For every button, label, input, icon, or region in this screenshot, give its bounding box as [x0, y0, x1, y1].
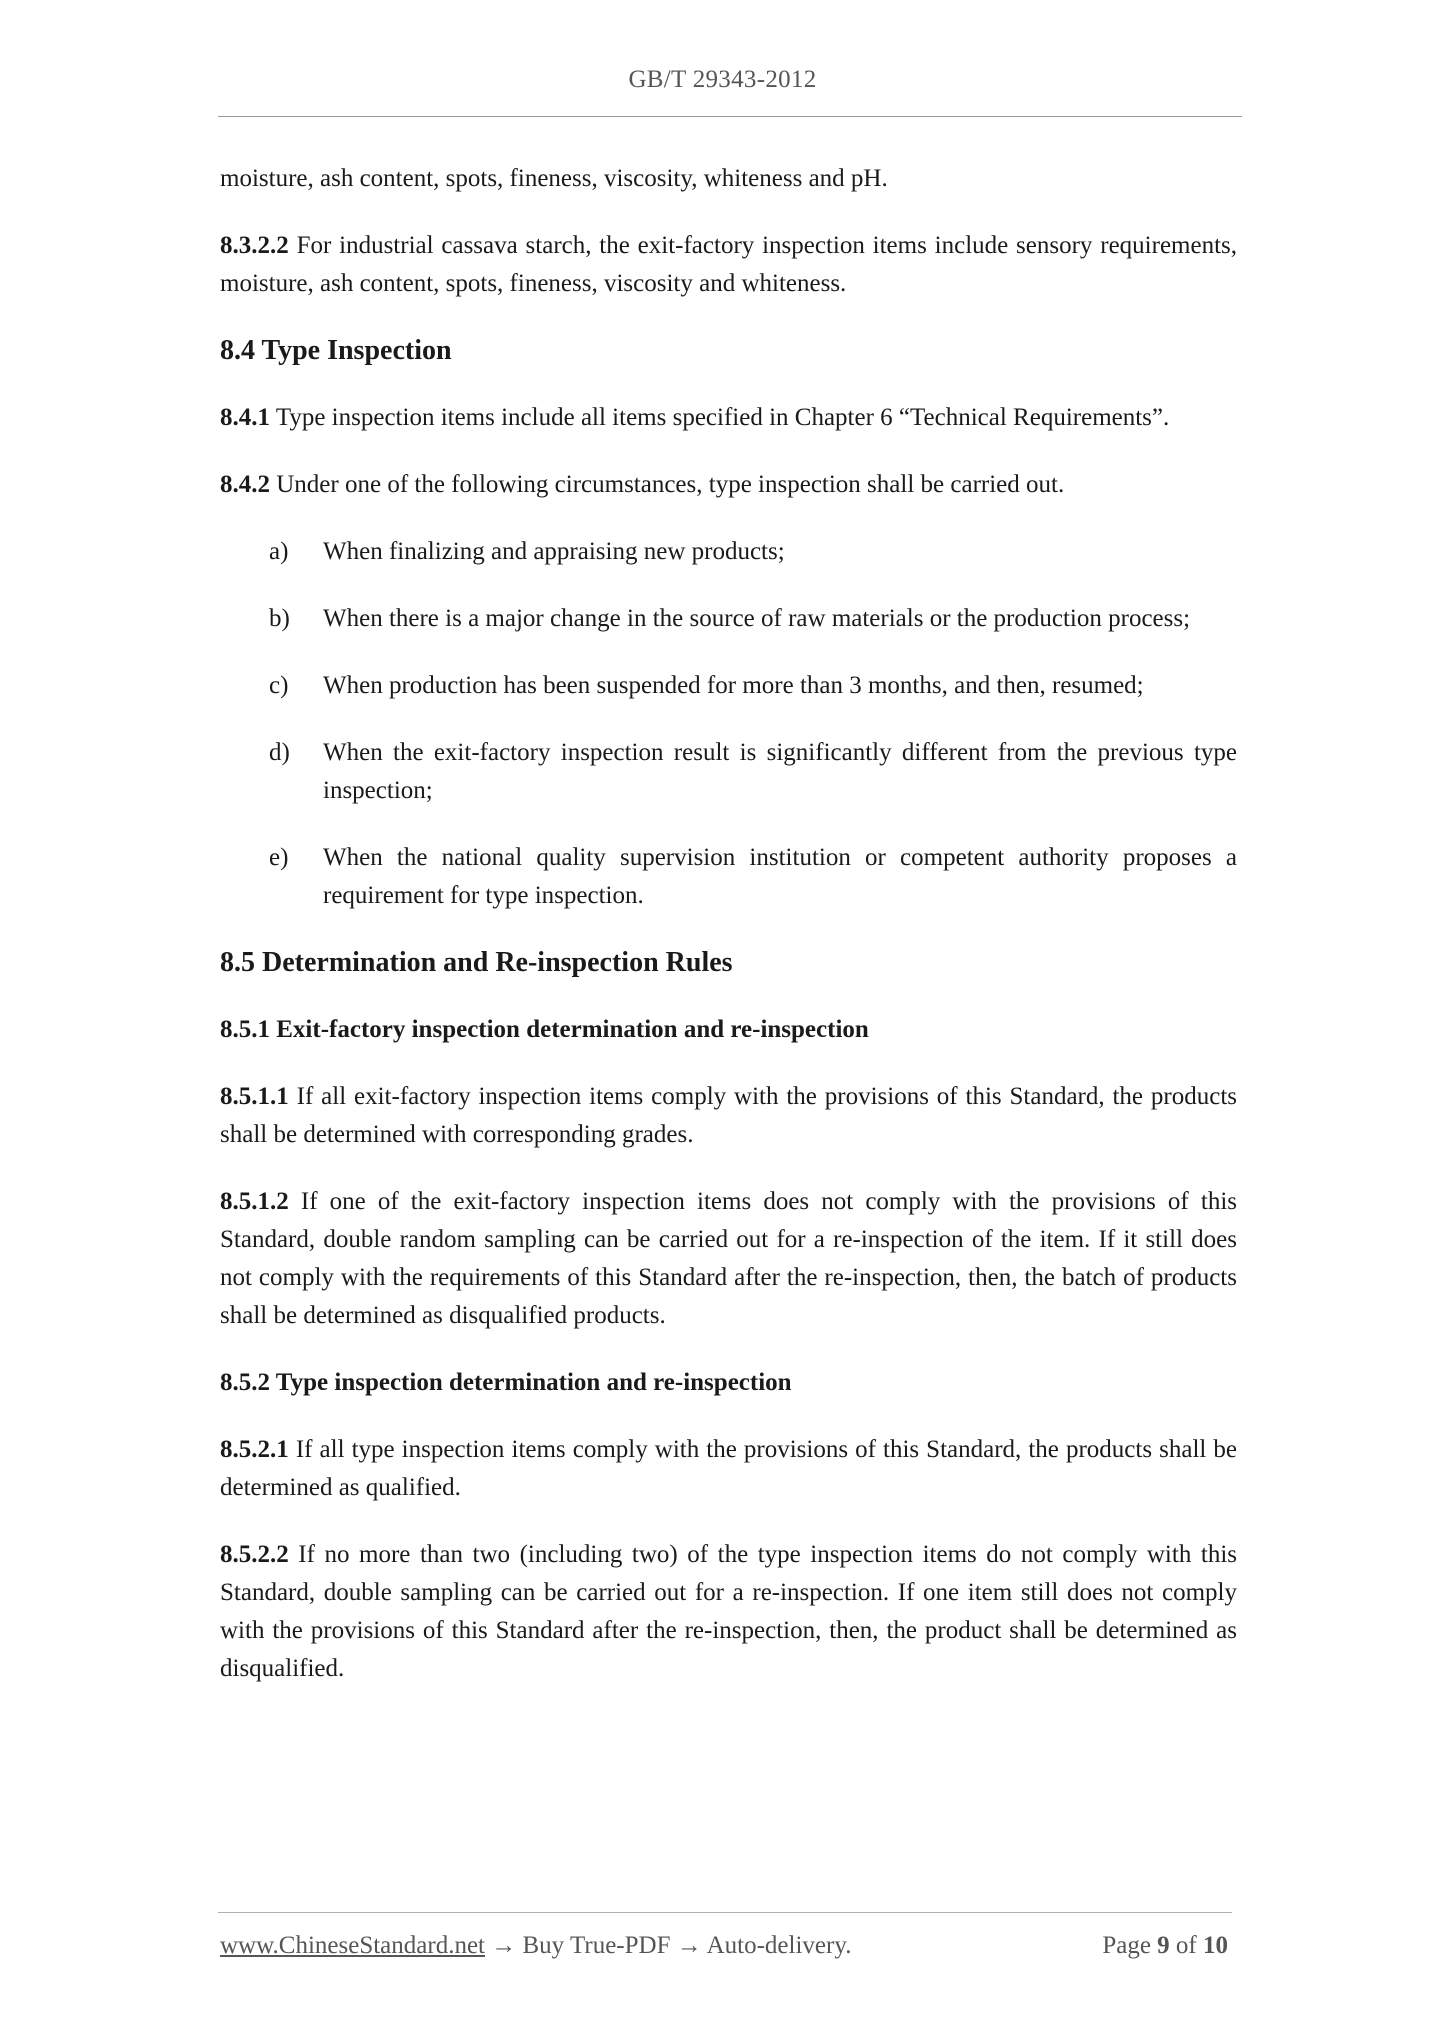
total-pages: 10 [1203, 1932, 1228, 1959]
paragraph-8-5-1-1 [220, 1078, 1237, 1154]
clause-text: If all type inspection items comply with the provisions of this Standard, the products shall be determined as qualified. [220, 1436, 1237, 1501]
paragraph-8-4-1 [220, 399, 1237, 437]
clause-text: If no more than two (including two) of the type inspection items do not comply with this Standard, double sampling can be carried out for a re-inspection. If one item still does not comply with the provisions of this Standard after the re-inspection, then, the product shall be determined as disqualified. [220, 1541, 1237, 1682]
clause-number: 8.4.2 [220, 471, 270, 498]
clause-text: For industrial cassava starch, the exit-factory inspection items include sensory requirements, moisture, ash content, spots, fineness, viscosity and whiteness. [220, 232, 1238, 297]
clause-number: 8.5.1.1 [220, 1083, 289, 1110]
list-item [220, 533, 1237, 571]
arrow-right-icon: → [676, 1932, 702, 1959]
buy-pdf-text: Buy True-PDF [522, 1932, 671, 1959]
arrow-right-icon: → [491, 1932, 517, 1959]
section-heading-8-5: 8.5 Determination and Re-inspection Rules [220, 947, 733, 978]
list-item-text: When production has been suspended for more than 3 months, and then, resumed; [323, 672, 1144, 699]
clause-text: Under one of the following circumstances, type inspection shall be carried out. [276, 471, 1065, 498]
section-heading-8-4: 8.4 Type Inspection [220, 335, 452, 366]
auto-delivery-text: Auto-delivery. [706, 1932, 852, 1959]
of-label: of [1175, 1932, 1197, 1959]
document-body [220, 160, 1237, 1717]
footer-divider [218, 1912, 1232, 1913]
clause-number: 8.5.2.1 [220, 1436, 289, 1463]
clause-text: Type inspection items include all items specified in Chapter 6 “Technical Requirements”. [275, 404, 1170, 431]
paragraph-8-4-2 [220, 466, 1237, 504]
list-marker: d) [269, 739, 290, 766]
clause-text: If all exit-factory inspection items comply with the provisions of this Standard, the products shall be determined with corresponding grades. [220, 1083, 1237, 1148]
list-item-text: When the national quality supervision institution or competent authority proposes a requirement for type inspection. [323, 844, 1237, 909]
list-item-text: When there is a major change in the source of raw materials or the production process; [323, 605, 1191, 632]
list-marker: b) [269, 605, 290, 632]
document-header-title: GB/T 29343-2012 [628, 66, 817, 93]
list-item-text: When the exit-factory inspection result is significantly different from the previous type inspection; [323, 739, 1237, 804]
list-item [220, 734, 1237, 810]
page-label: Page [1102, 1932, 1151, 1959]
clause-text: If one of the exit-factory inspection items does not comply with the provisions of this Standard, double random sampling can be carried out for a re-inspection of the item. If it still does not comply with the requirements of this Standard after the re-inspection, then, the batch of products shall be determined as disqualified products. [220, 1188, 1237, 1329]
header-divider [218, 116, 1242, 117]
paragraph-8-5-2-1 [220, 1431, 1237, 1507]
footer-promo [220, 1932, 851, 1960]
list-item [220, 667, 1237, 705]
paragraph-8-3-2-2 [220, 227, 1237, 303]
subsection-heading-8-5-2: 8.5.2 Type inspection determination and re-inspection [220, 1369, 792, 1396]
clause-number: 8.3.2.2 [220, 232, 289, 259]
current-page: 9 [1157, 1932, 1170, 1959]
website-link[interactable]: www.ChineseStandard.net [220, 1932, 485, 1959]
paragraph-continuation: moisture, ash content, spots, fineness, viscosity, whiteness and pH. [220, 165, 888, 192]
subsection-heading-8-5-1: 8.5.1 Exit-factory inspection determination and re-inspection [220, 1016, 869, 1043]
paragraph-8-5-2-2 [220, 1536, 1237, 1688]
list-marker: a) [269, 538, 289, 565]
page-footer [220, 1932, 1232, 1966]
clause-number: 8.5.2.2 [220, 1541, 289, 1568]
list-marker: e) [269, 844, 289, 871]
list-item [220, 600, 1237, 638]
paragraph-8-5-1-2 [220, 1183, 1237, 1335]
list-item [220, 839, 1237, 915]
list-marker: c) [269, 672, 289, 699]
clause-number: 8.4.1 [220, 404, 270, 431]
page-number [1102, 1932, 1228, 1960]
clause-number: 8.5.1.2 [220, 1188, 289, 1215]
list-item-text: When finalizing and appraising new products; [323, 538, 785, 565]
